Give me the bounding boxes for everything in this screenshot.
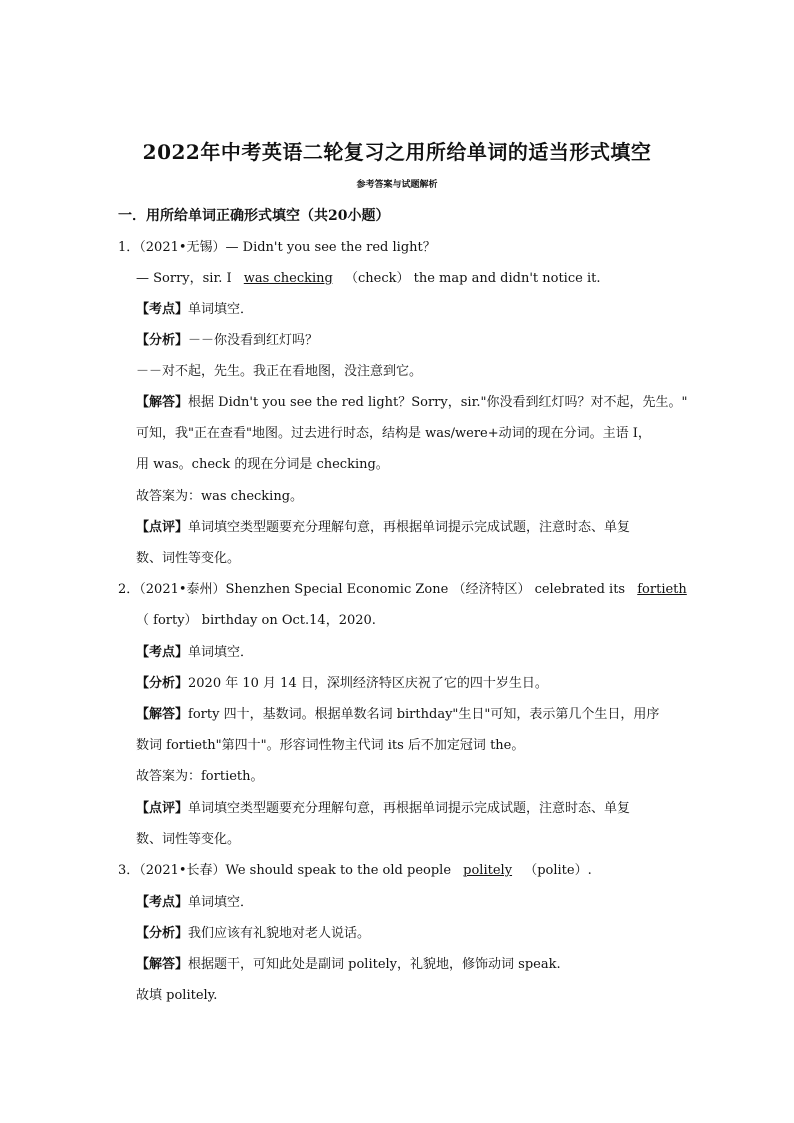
q2-line-2: （ forty） birthday on Oct.14，2020.: [136, 613, 376, 628]
dianping-text: 单词填空类型题要充分理解句意，再根据单词提示完成试题，注意时态、单复: [188, 520, 631, 535]
jieda-tag: 【解答】: [136, 957, 189, 972]
q1-answer: was checking: [243, 271, 333, 286]
kaodian-text: 单词填空．: [188, 645, 254, 660]
q3-stem: [118, 862, 592, 880]
q1-fenxi: [136, 332, 318, 350]
jieda-tag: 【解答】: [136, 707, 189, 722]
kaodian-tag: 【考点】: [136, 895, 189, 910]
q3-jieda: [136, 956, 561, 974]
q2-answer-summary: 故答案为：fortieth。: [136, 769, 264, 784]
fenxi-tag: 【分析】: [136, 926, 189, 941]
kaodian-tag: 【考点】: [136, 302, 189, 317]
q3-stem-text: 3．（2021•长春）We should speak to the old people: [118, 863, 452, 878]
q1-dianping-2: 数、词性等变化。: [136, 551, 241, 566]
fenxi-text: 我们应该有礼貌地对老人说话。: [188, 926, 371, 941]
q2-stem: [118, 581, 695, 599]
q3-fenxi: [136, 925, 370, 943]
q1-answer-line: [136, 270, 600, 288]
dianping-tag: 【点评】: [136, 520, 189, 535]
q3-answer: politely: [463, 863, 513, 878]
fenxi-text: 2020 年 10 月 14 日，深圳经济特区庆祝了它的四十岁生日。: [188, 676, 548, 691]
q3-post: （polite）.: [524, 863, 592, 878]
kaodian-text: 单词填空．: [188, 302, 254, 317]
q1-jieda-3: 用 was。check 的现在分词是 checking。: [136, 457, 389, 472]
q1-jieda: [136, 394, 687, 412]
q2-dianping: [136, 800, 630, 818]
fenxi-tag: 【分析】: [136, 676, 189, 691]
jieda-text: 根据题干，可知此处是副词 politely，礼貌地，修饰动词 speak.: [188, 957, 561, 972]
q1-kaodian: [136, 301, 253, 319]
q1-answer-summary: 故答案为：was checking。: [136, 489, 304, 504]
jieda-text: forty 四十，基数词。根据单数名词 birthday"生日"可知，表示第几个生日，用序: [188, 707, 660, 722]
q2-stem-text: 2．（2021•泰州）Shenzhen Special Economic Zone （经济特区） celebrated its: [118, 582, 626, 597]
q2-jieda-2: 数词 fortieth"第四十"。形容词性物主代词 its 后不加定冠词 the。: [136, 738, 525, 753]
q1-stem: 1．（2021•无锡）— Didn't you see the red light？: [118, 240, 436, 255]
dianping-tag: 【点评】: [136, 801, 189, 816]
q2-dianping-2: 数、词性等变化。: [136, 832, 241, 847]
q1-fenxi-2: －－对不起，先生。我正在看地图，没注意到它。: [136, 364, 423, 379]
q1-pre: — Sorry，sir. I: [136, 271, 232, 286]
fenxi-text: －－你没看到红灯吗？: [188, 333, 319, 348]
q3-answer-summary: 故填 politely.: [136, 988, 218, 1003]
q3-kaodian: [136, 894, 253, 912]
q2-fenxi: [136, 675, 548, 693]
page-subtitle: 参考答案与试题解析: [356, 180, 438, 190]
jieda-text: 根据 Didn't you see the red light？Sorry，sir."你没看到红灯吗？对不起，先生。": [188, 395, 688, 410]
q2-jieda: [136, 706, 659, 724]
q2-answer: fortieth: [637, 582, 687, 597]
dianping-text: 单词填空类型题要充分理解句意，再根据单词提示完成试题，注意时态、单复: [188, 801, 631, 816]
q2-kaodian: [136, 644, 253, 662]
jieda-tag: 【解答】: [136, 395, 189, 410]
q1-post: （check） the map and didn't notice it.: [344, 271, 601, 286]
q1-dianping: [136, 519, 630, 537]
page-title: 2022年中考英语二轮复习之用所给单词的适当形式填空: [142, 140, 652, 164]
kaodian-text: 单词填空．: [188, 895, 254, 910]
q1-jieda-2: 可知，我"正在查看"地图。过去进行时态，结构是 was/were+动词的现在分词。主语 I，: [136, 426, 651, 441]
section-heading: 一．用所给单词正确形式填空（共20小题）: [118, 208, 390, 224]
fenxi-tag: 【分析】: [136, 333, 189, 348]
kaodian-tag: 【考点】: [136, 645, 189, 660]
